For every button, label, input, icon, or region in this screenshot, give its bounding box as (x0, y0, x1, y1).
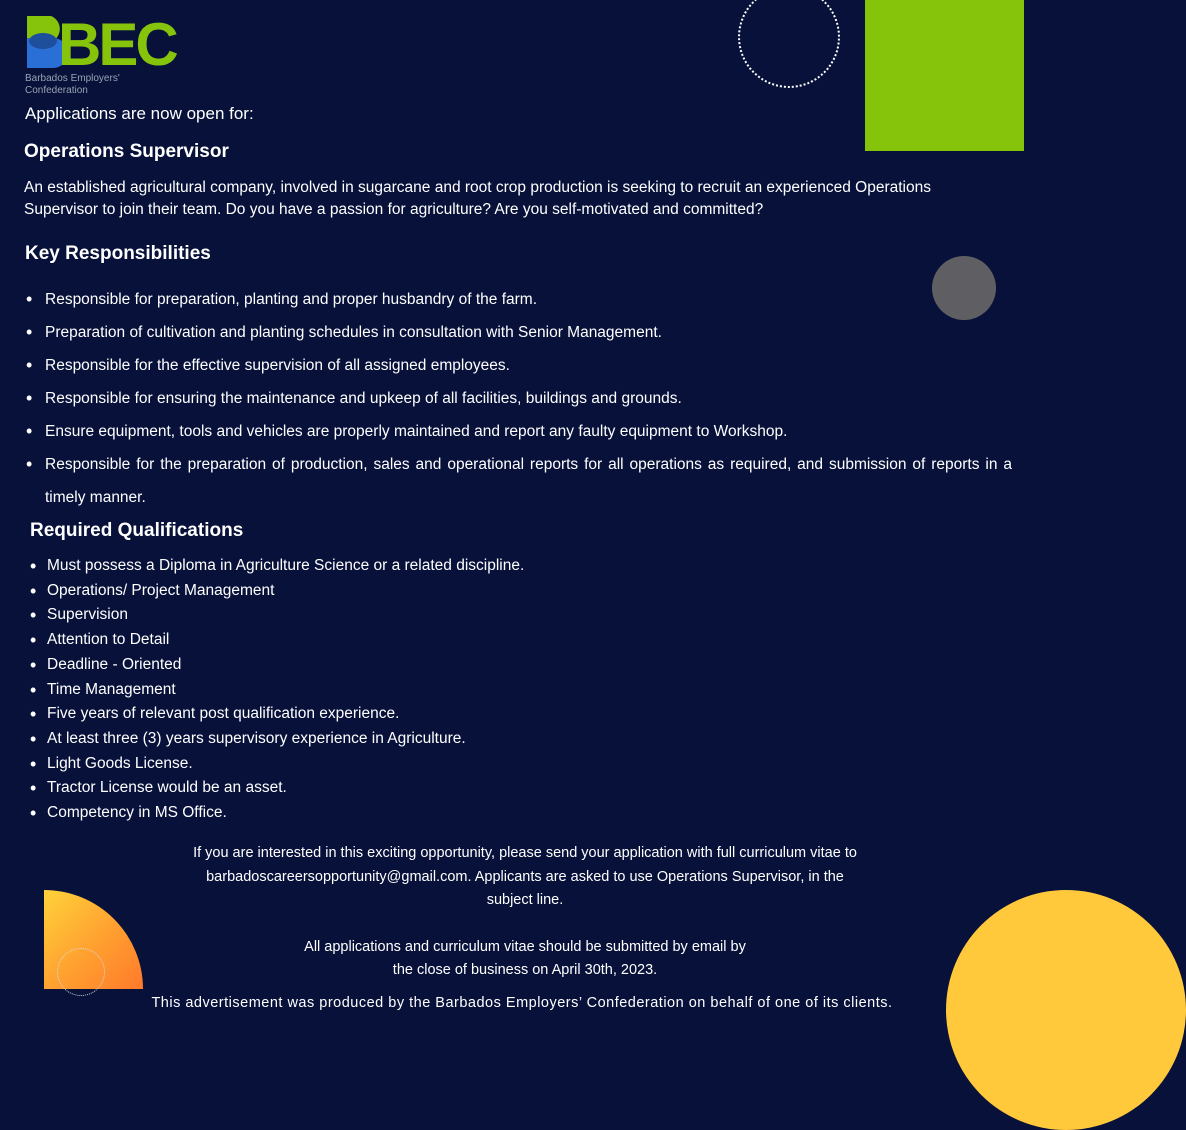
list-item: • Responsible for the effective supervision of all assigned employees. (25, 349, 1012, 382)
list-item: • Preparation of cultivation and planting schedules in consultation with Senior Management. (25, 316, 1012, 349)
small-dotted-circle-decoration (57, 948, 105, 996)
list-item: • Five years of relevant post qualification experience. (30, 702, 730, 727)
responsibilities-list (25, 283, 1012, 514)
application-line-1: If you are interested in this exciting opportunity, please send your application with full curriculum vitae to (193, 845, 857, 861)
logo-subtitle-line1: Barbados Employers' (25, 73, 120, 84)
list-item: • Operations/ Project Management (30, 579, 730, 604)
job-title: Operations Supervisor (24, 141, 229, 162)
list-item: • Responsible for ensuring the maintenance and upkeep of all facilities, buildings and grounds. (25, 382, 1012, 415)
list-item: • Responsible for preparation, planting and proper husbandry of the farm. (25, 283, 1012, 316)
qualifications-list (30, 554, 730, 826)
deadline-line-1: All applications and curriculum vitae should be submitted by email by (304, 938, 746, 955)
list-item: • Time Management (30, 678, 730, 703)
job-intro: An established agricultural company, involved in sugarcane and root crop production is seeking to recruit an experienced Operations Supervisor to join their team. Do you have a passion for agriculture? Are you self-motivated and committed? (24, 179, 931, 218)
list-item: • Attention to Detail (30, 628, 730, 653)
footer-disclaimer: This advertisement was produced by the Barbados Employers’ Confederation on behalf of one of its clients. (151, 995, 893, 1011)
list-item: • Responsible for the preparation of production, sales and operational reports for all operations as required, and submission of reports in a timely manner. (25, 448, 1012, 514)
application-instructions (130, 842, 920, 983)
list-item: • At least three (3) years supervisory experience in Agriculture. (30, 727, 730, 752)
responsibilities-heading: Key Responsibilities (25, 243, 211, 264)
list-item: • Light Goods License. (30, 752, 730, 777)
logo-subtitle-line2: Confederation (25, 85, 88, 96)
list-item: • Ensure equipment, tools and vehicles are properly maintained and report any faulty equipment to Workshop. (25, 415, 1012, 448)
logo-letters: BEC (58, 11, 176, 78)
bec-logo (25, 10, 176, 100)
dotted-circle-decoration (738, 0, 840, 88)
list-item: • Must possess a Diploma in Agriculture Science or a related discipline. (30, 554, 730, 579)
applications-open-text: Applications are now open for: (25, 104, 254, 123)
deadline-line-2: the close of business on April 30th, 2023. (392, 962, 658, 978)
list-item: • Supervision (30, 603, 730, 628)
list-item: • Tractor License would be an asset. (30, 776, 730, 801)
green-corner-block (865, 0, 1024, 151)
qualifications-heading: Required Qualifications (30, 520, 244, 541)
logo-subtitle (25, 73, 120, 97)
application-line-2: barbadoscareersopportunity@gmail.com. Applicants are asked to use Operations Supervisor, in the (206, 868, 844, 885)
bec-logo-mark (25, 10, 176, 78)
list-item: • Deadline - Oriented (30, 653, 730, 678)
list-item: • Competency in MS Office. (30, 801, 730, 826)
application-line-3: subject line. (486, 892, 564, 908)
